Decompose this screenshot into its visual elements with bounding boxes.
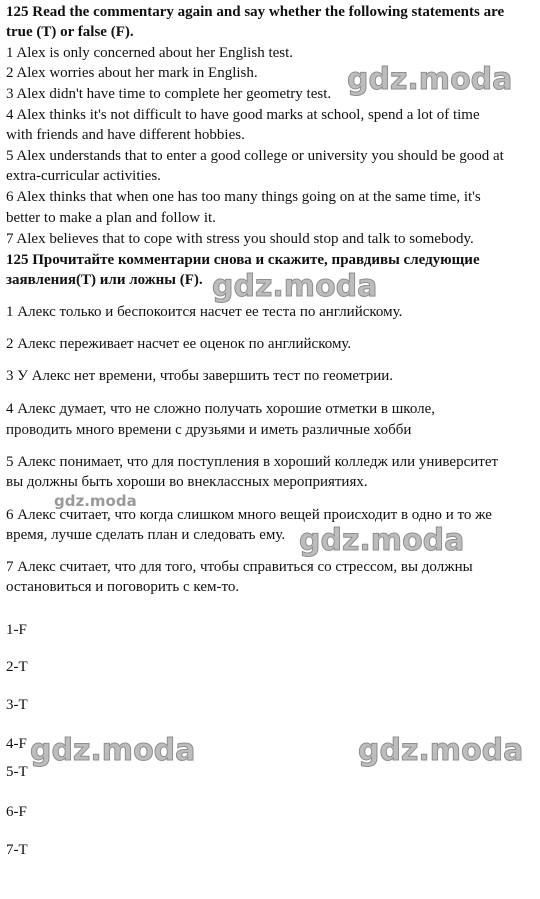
russian-statement: 6 Алекс считает, что когда слишком много вещей происходит в одно и то же [6, 507, 492, 523]
english-statement: better to make a plan and follow it. [6, 210, 216, 226]
russian-statement: 5 Алекс понимает, что для поступления в хороший колледж или университет [6, 454, 499, 470]
answer-item: 6-F [6, 804, 27, 820]
watermark-logo: gdz.moda [30, 733, 196, 768]
english-statement: extra-curricular activities. [6, 168, 161, 184]
russian-statement: вы должны быть хороши во внеклассных мероприятиях. [6, 474, 368, 490]
russian-statement: 3 У Алекс нет времени, чтобы завершить тест по геометрии. [6, 368, 394, 384]
watermark-logo: gdz.moda [299, 523, 465, 558]
answer-item: 5-T [6, 764, 28, 780]
answer-item: 1-F [6, 622, 27, 638]
watermark-logo: gdz.moda [54, 492, 137, 510]
russian-statement: проводить много времени с друзьями и иметь различные хобби [6, 422, 412, 438]
english-heading-line-1: 125 Read the commentary again and say whether the following statements are [6, 4, 505, 20]
russian-statement: 2 Алекс переживает насчет ее оценок по английскому. [6, 336, 352, 352]
english-statement: 7 Alex believes that to cope with stress you should stop and talk to somebody. [6, 231, 474, 247]
russian-statement: 4 Алекс думает, что не сложно получать хорошие отметки в школе, [6, 401, 436, 417]
english-statement: 1 Alex is only concerned about her English test. [6, 45, 294, 61]
english-statement: 3 Alex didn't have time to complete her geometry test. [6, 86, 332, 102]
watermark-logo: gdz.moda [347, 62, 513, 97]
russian-statement: 7 Алекс считает, что для того, чтобы справиться со стрессом, вы должны [6, 559, 473, 575]
russian-statement: остановиться и поговорить с кем-то. [6, 579, 240, 595]
english-statement: 6 Alex thinks that when one has too many things going on at the same time, it's [6, 189, 481, 205]
english-heading-line-2: true (T) or false (F). [6, 24, 134, 40]
english-statement: 5 Alex understands that to enter a good college or university you should be good at [6, 148, 504, 164]
russian-statement: время, лучше сделать план и следовать ему. [6, 527, 286, 543]
russian-heading-line-2: заявления(T) или ложны (F). [6, 272, 203, 288]
watermark-logo: gdz.moda [358, 733, 524, 768]
answer-item: 7-T [6, 842, 28, 858]
watermark-logo: gdz.moda [212, 269, 378, 304]
english-statement: 4 Alex thinks it's not difficult to have good marks at school, spend a lot of time [6, 107, 480, 123]
answer-item: 2-T [6, 659, 28, 675]
english-statement: 2 Alex worries about her mark in English. [6, 65, 258, 81]
answer-item: 3-T [6, 697, 28, 713]
english-statement: with friends and have different hobbies. [6, 127, 245, 143]
russian-heading-line-1: 125 Прочитайте комментарии снова и скажите, правдивы следующие [6, 252, 480, 268]
answer-item: 4-F [6, 736, 27, 752]
russian-statement: 1 Алекс только и беспокоится насчет ее теста по английскому. [6, 304, 403, 320]
